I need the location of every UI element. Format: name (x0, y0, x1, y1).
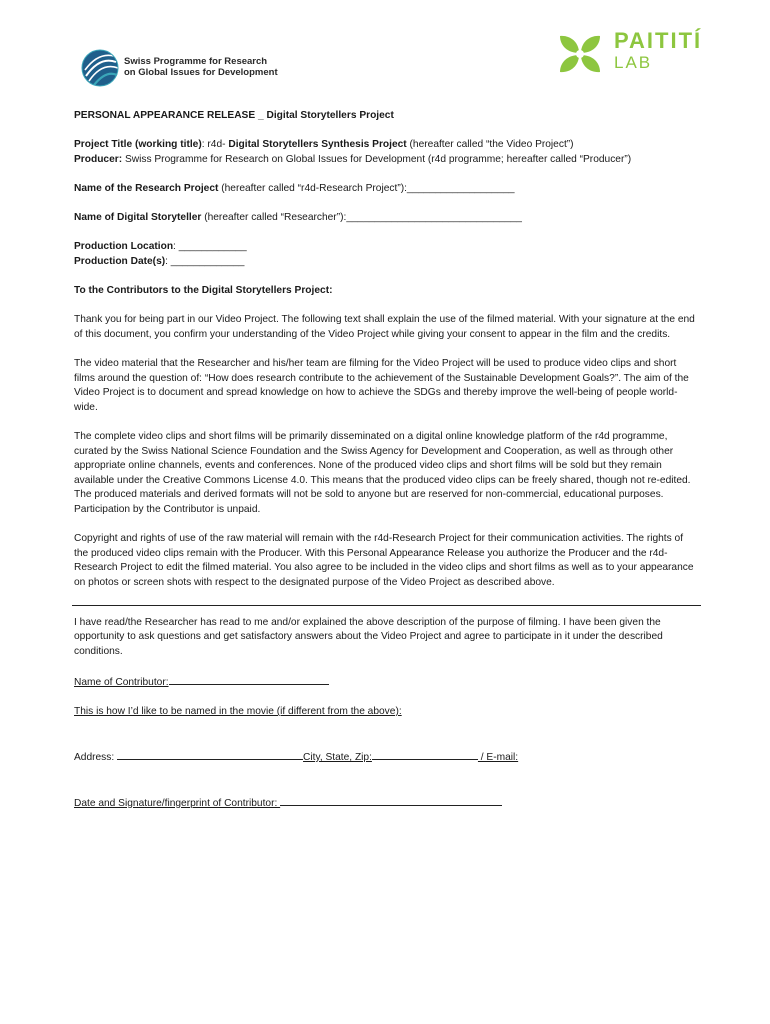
org-line-1: Swiss Programme for Research (124, 56, 268, 67)
date-signature-field[interactable] (74, 795, 699, 812)
address-label: Address: (74, 751, 118, 763)
paragraph-dissemination: The complete video clips and short films will be primarily disseminated on a digital online knowledge platform of the r4d programme, curated by the Swiss National Science Foundation and the Swiss Agency for Development and Cooperation, as well as through other appropriate online channels, events and conferences. None of the produced video clips and short films will be sold but they remain available under the Creative Commons License 4.0. This means that the produced video clips can be freely shared, though not re-edited. (74, 431, 691, 486)
address-line[interactable] (117, 749, 303, 760)
contributors-heading: To the Contributors to the Digital Storytellers Project: (74, 285, 333, 297)
email-label: / E-mail: (477, 751, 519, 763)
research-project-blank: (hereafter called “r4d-Research Project”):___________________ (218, 182, 515, 194)
address-field[interactable] (74, 749, 699, 766)
production-dates-label: Production Date(s) (74, 255, 166, 267)
production-dates-blank: : _____________ (165, 255, 245, 267)
research-project-field[interactable] (74, 182, 699, 197)
production-location-label: Production Location (74, 241, 174, 253)
contributor-name-field[interactable] (74, 674, 699, 691)
movie-name-label: This is how I’d like to be named in the movie (if different from the above): (74, 706, 402, 718)
paititi-name: PAITITÍ (614, 28, 703, 53)
leaf-logo-icon (556, 30, 604, 78)
project-title-suffix: (hereafter called “the Video Project”) (406, 139, 574, 151)
release-form-body (74, 109, 699, 811)
paragraph-non-commercial: The produced materials and derived formats will not be sold to anyone but are reserved for non-commercial, educational purposes. Participation by the Contributor is unpaid. (74, 489, 664, 516)
research-project-label: Name of the Research Project (74, 182, 219, 194)
paragraph-video-material: The video material that the Researcher and his/her team are filming for the Video Project will be used to produce video clips and short films around the question of: “How does research contribute to the achievement of the Sustainable Development Goals?”. The aim of the Video Project is to document and spread knowledge on how to achieve the SDGs and thereby improve the well-being of people world-wide. (74, 358, 689, 413)
paragraph-copyright: Copyright and rights of use of the raw material will remain with the r4d-Research Project for their communication activities. The rights of the produced video clips remain with the Producer. With this Personal Appearance Release you authorize the Producer and the r4d-Research Project to edit the filmed material. You also agree to be included in the video clips and short films as well as to your appearance on photos or screen shots with respect to the designated purpose of the Video Project as described above. (74, 533, 694, 588)
project-title-label: Project Title (working title) (74, 139, 202, 151)
document-title: PERSONAL APPEARANCE RELEASE _ Digital Storytellers Project (74, 110, 394, 121)
project-title-prefix: : r4d- (201, 139, 229, 151)
globe-logo-icon (80, 48, 120, 88)
production-location-blank: : ____________ (173, 241, 247, 253)
producer-label: Producer: (74, 153, 123, 165)
project-title-line (74, 138, 699, 153)
city-line[interactable] (372, 749, 478, 760)
date-signature-label: Date and Signature/fingerprint of Contributor: (74, 797, 281, 809)
movie-name-field[interactable] (74, 705, 699, 720)
paragraph-thanks: Thank you for being part in our Video Project. The following text shall explain the use of the filmed material. With your signature at the end of this document, you confirm your understanding of the Video Project while giving your consent to appear in the film and the credits. (74, 314, 695, 340)
storyteller-blank: (hereafter called “Researcher”):_______________________________ (201, 212, 522, 224)
document-header (0, 0, 770, 100)
producer-value: Swiss Programme for Research on Global Issues for Development (r4d programme; hereafter called “Producer”) (122, 153, 632, 165)
section-divider (72, 605, 701, 606)
contributor-name-label: Name of Contributor: (74, 676, 169, 688)
storyteller-field[interactable] (74, 211, 699, 226)
swiss-programme-name (124, 56, 278, 78)
storyteller-label: Name of Digital Storyteller (74, 212, 202, 224)
consent-paragraph: I have read/the Researcher has read to me and/or explained the above description of the purpose of filming. I have been given the opportunity to ask questions and get satisfactory answers about the Video Project and agree to participate in it under the described conditions. (74, 616, 663, 657)
paititi-lab: LAB (614, 53, 653, 72)
signature-line[interactable] (280, 795, 502, 806)
production-location-field[interactable] (74, 240, 699, 255)
project-title-value: Digital Storytellers Synthesis Project (228, 139, 407, 151)
production-dates-field[interactable] (74, 255, 699, 270)
org-line-2: on Global Issues for Development (124, 67, 278, 78)
contributor-name-line[interactable] (169, 674, 329, 685)
city-state-zip-label: City, State, Zip: (303, 751, 372, 763)
producer-line (74, 153, 699, 168)
